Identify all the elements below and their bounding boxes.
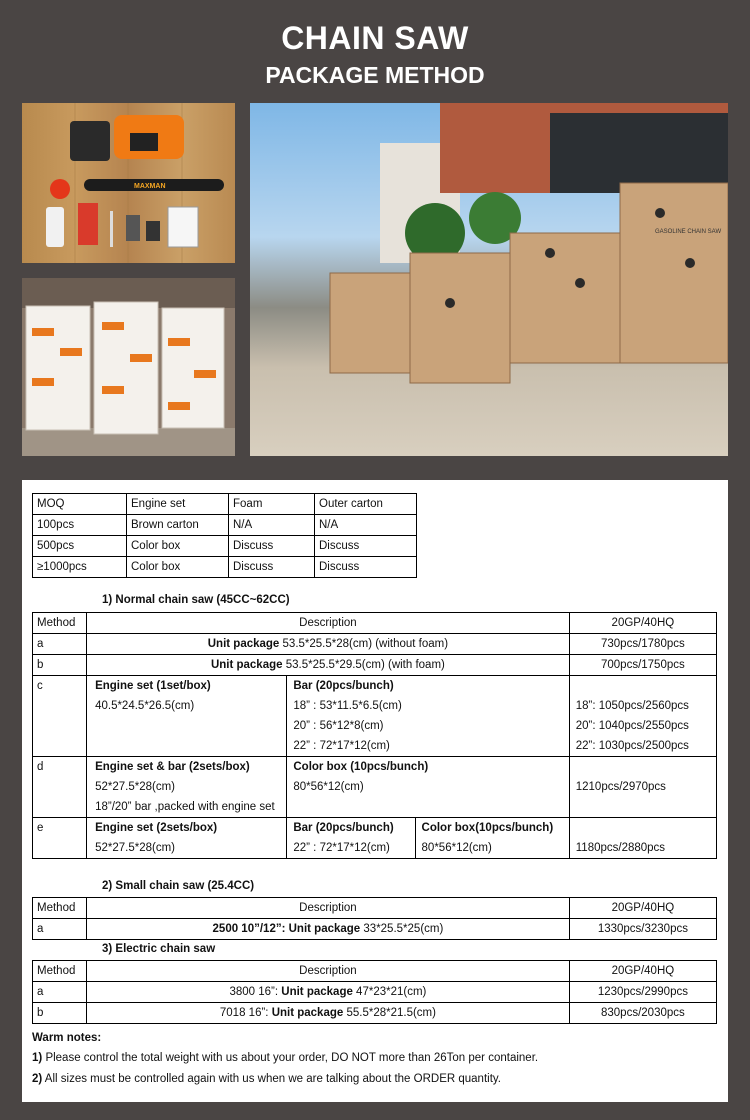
package-info-panel (22, 480, 728, 1102)
table-header: 20GP/40HQ (569, 898, 716, 919)
description-cell: 2500 10”/12”: Unit package 33*25.5*25(cm) (87, 919, 570, 940)
boxes-warehouse-photo (22, 278, 235, 456)
table-header: Description (87, 898, 570, 919)
description-cell: Bar (20pcs/bunch) 18” : 53*11.5*6.5(cm) 20” : 56*12*8(cm) 22” : 72*17*12(cm) (287, 676, 569, 757)
table-header: Outer carton (315, 494, 417, 515)
table-row (33, 757, 717, 818)
page-subtitle: PACKAGE METHOD (265, 62, 485, 88)
table-cell: 100pcs (33, 515, 127, 536)
table-header: 20GP/40HQ (569, 961, 716, 982)
qty-cell: 1210pcs/2970pcs (569, 757, 716, 818)
qty-cell: 700pcs/1750pcs (569, 655, 716, 676)
method-cell: a (33, 634, 87, 655)
qty-cell: 1330pcs/3230pcs (569, 919, 716, 940)
table-cell: 500pcs (33, 536, 127, 557)
description-cell: Bar (20pcs/bunch) 22” : 72*17*12(cm) (287, 818, 415, 859)
table-cell: Discuss (229, 557, 315, 578)
qty-cell: 730pcs/1780pcs (569, 634, 716, 655)
table-cell: Brown carton (127, 515, 229, 536)
qty-cell: 830pcs/2030pcs (569, 1003, 716, 1024)
description-cell: Engine set (2sets/box) 52*27.5*28(cm) (87, 818, 287, 859)
table-row (33, 515, 417, 536)
description-cell: Unit package 53.5*25.5*29.5(cm) (with foam) (87, 655, 570, 676)
table-row (33, 961, 717, 982)
description-cell: Color box(10pcs/bunch) 80*56*12(cm) (415, 818, 569, 859)
table-row (33, 919, 717, 940)
method-cell: d (33, 757, 87, 818)
table-header: MOQ (33, 494, 127, 515)
description-cell: 7018 16”: Unit package 55.5*28*21.5(cm) (87, 1003, 570, 1024)
qty-cell: 1180pcs/2880pcs (569, 818, 716, 859)
page-title: CHAIN SAW (281, 20, 469, 56)
method-cell: b (33, 655, 87, 676)
table-row (33, 676, 717, 757)
table-cell: N/A (315, 515, 417, 536)
table-header: Method (33, 898, 87, 919)
description-cell: Unit package 53.5*25.5*28(cm) (without foam) (87, 634, 570, 655)
description-cell: 3800 16”: Unit package 47*23*21(cm) (87, 982, 570, 1003)
normal-chainsaw-table (32, 612, 717, 859)
method-cell: c (33, 676, 87, 757)
qty-cell: 18”: 1050pcs/2560pcs 20”: 1040pcs/2550pcs 22”: 1030pcs/2500pcs (569, 676, 716, 757)
method-cell: a (33, 919, 87, 940)
table-header: Engine set (127, 494, 229, 515)
table-header: Description (87, 613, 570, 634)
table-cell: Discuss (315, 557, 417, 578)
description-cell: Engine set (1set/box) 40.5*24.5*26.5(cm) (87, 676, 287, 757)
notes-title: Warm notes: (32, 1032, 102, 1044)
table-cell: ≥1000pcs (33, 557, 127, 578)
table-header: Method (33, 613, 87, 634)
svg-text:MAXMAN: MAXMAN (134, 183, 166, 190)
table-row (33, 613, 717, 634)
table-cell: Color box (127, 536, 229, 557)
table-cell: Discuss (229, 536, 315, 557)
note-2: 2) All sizes must be controlled again with us when we are talking about the ORDER quantity. (32, 1073, 501, 1085)
moq-table (32, 493, 417, 578)
note-1: 1) Please control the total weight with us about your order, DO NOT more than 26Ton per container. (32, 1052, 539, 1064)
table-row (33, 655, 717, 676)
product-kit-photo (22, 103, 235, 263)
svg-text:GASOLINE CHAIN SAW: GASOLINE CHAIN SAW (655, 229, 722, 235)
description-cell: Color box (10pcs/bunch) 80*56*12(cm) (287, 757, 569, 818)
section-title-normal: 1) Normal chain saw (45CC~62CC) (102, 594, 290, 606)
table-cell: Color box (127, 557, 229, 578)
table-header: Description (87, 961, 570, 982)
table-row (33, 898, 717, 919)
pallets-outdoor-photo (250, 103, 728, 456)
table-row (33, 494, 417, 515)
table-header: Foam (229, 494, 315, 515)
method-cell: e (33, 818, 87, 859)
table-row (33, 536, 417, 557)
section-title-small: 2) Small chain saw (25.4CC) (102, 880, 255, 892)
method-cell: a (33, 982, 87, 1003)
qty-cell: 1230pcs/2990pcs (569, 982, 716, 1003)
electric-chainsaw-table (32, 960, 717, 1024)
method-cell: b (33, 1003, 87, 1024)
table-row (33, 634, 717, 655)
table-row (33, 982, 717, 1003)
table-row (33, 818, 717, 859)
small-chainsaw-table (32, 897, 717, 940)
table-row (33, 1003, 717, 1024)
section-title-electric: 3) Electric chain saw (102, 943, 216, 955)
table-cell: Discuss (315, 536, 417, 557)
table-cell: N/A (229, 515, 315, 536)
table-row (33, 557, 417, 578)
table-header: 20GP/40HQ (569, 613, 716, 634)
table-header: Method (33, 961, 87, 982)
description-cell: Engine set & bar (2sets/box) 52*27.5*28(cm) 18”/20” bar ,packed with engine set (87, 757, 287, 818)
